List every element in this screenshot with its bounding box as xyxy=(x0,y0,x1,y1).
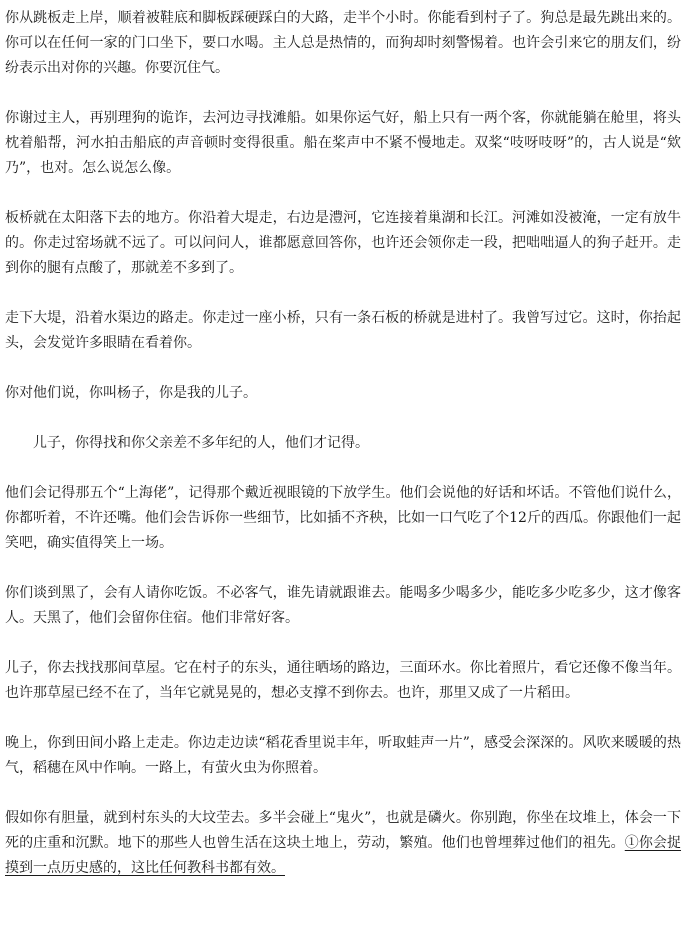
paragraph-9: 儿子，你去找找那间草屋。它在村子的东头，通往晒场的路边，三面环水。你比着照片，看它还像不像当年。也许那草屋已经不在了，当年它就晃晃的，想必支撑不到你去。也许，那里又成了一片稻田。 xyxy=(5,660,681,701)
paragraph-1: 你从跳板走上岸，顺着被鞋底和脚板踩硬踩白的大路，走半个小时。你能看到村子了。狗总是最先跳出来的。你可以在任何一家的门口坐下，要口水喝。主人总是热情的，而狗却时刻警惕着。也许会引来它的朋友们，纷纷表示出对你的兴趣。你要沉住气。 xyxy=(5,10,681,76)
paragraph-gap xyxy=(5,556,681,581)
paragraph-gap xyxy=(5,406,681,431)
paragraph-3: 板桥就在太阳落下去的地方。你沿着大堤走，右边是澧河，它连接着巢湖和长江。河滩如没被淹，一定有放牛的。你走过窑场就不远了。可以问问人，谁都愿意回答你，也许还会领你走一段，把咄咄逼人的狗子赶开。走到你的腿有点酸了，那就差不多到了。 xyxy=(5,210,681,276)
paragraph-8: 你们谈到黑了，会有人请你吃饭。不必客气，谁先请就跟谁去。能喝多少喝多少，能吃多少吃多少，这才像客人。天黑了，他们会留你住宿。他们非常好客。 xyxy=(5,585,681,626)
paragraph-gap xyxy=(5,631,681,656)
paragraph-4: 走下大堤，沿着水渠边的路走。你走过一座小桥，只有一条石板的桥就是进村了。我曾写过它。这时，你抬起头，会发觉许多眼睛在看着你。 xyxy=(5,310,681,351)
paragraph-11-text: 假如你有胆量，就到村东头的大坟茔去。多半会碰上“鬼火”，也就是磷火。你别跑，你坐在坟堆上，体会一下死的庄重和沉默。地下的那些人也曾生活在这块土地上，劳动，繁殖。他们也曾埋葬过他们的祖先。 xyxy=(5,810,681,851)
paragraph-7: 他们会记得那五个“上海佬”，记得那个戴近视眼镜的下放学生。他们会说他的好话和坏话。不管他们说什么，你都听着，不许还嘴。他们会告诉你一些细节，比如插不齐秧，比如一口气吃了个12斤的西瓜。你跟他们一起笑吧，确实值得笑上一场。 xyxy=(5,485,681,551)
underlined-sentence: ①你会捉摸到一点历史感的，这比任何教科书都有效。 xyxy=(5,835,682,876)
document-body xyxy=(5,6,681,881)
paragraph-6: 儿子，你得找和你父亲差不多年纪的人，他们才记得。 xyxy=(33,435,369,451)
paragraph-5: 你对他们说，你叫杨子，你是我的儿子。 xyxy=(5,385,257,401)
paragraph-gap xyxy=(5,356,681,381)
paragraph-gap xyxy=(5,281,681,306)
paragraph-11 xyxy=(5,806,681,881)
paragraph-10: 晚上，你到田间小路上走走。你边走边读“稻花香里说丰年，听取蛙声一片”，感受会深深的。风吹来暖暖的热气，稻穗在风中作响。一路上，有萤火虫为你照着。 xyxy=(5,735,681,776)
paragraph-gap xyxy=(5,456,681,481)
paragraph-gap xyxy=(5,181,681,206)
paragraph-gap xyxy=(5,706,681,731)
paragraph-gap xyxy=(5,81,681,106)
paragraph-gap xyxy=(5,781,681,806)
paragraph-2: 你谢过主人，再别理狗的诡诈，去河边寻找滩船。如果你运气好，船上只有一两个客，你就能躺在舱里，将头枕着船帮，河水拍击船底的声音顿时变得很重。船在桨声中不紧不慢地走。双桨“吱呀吱呀”的，古人说是“欸乃”，也对。怎么说怎么像。 xyxy=(5,110,681,176)
